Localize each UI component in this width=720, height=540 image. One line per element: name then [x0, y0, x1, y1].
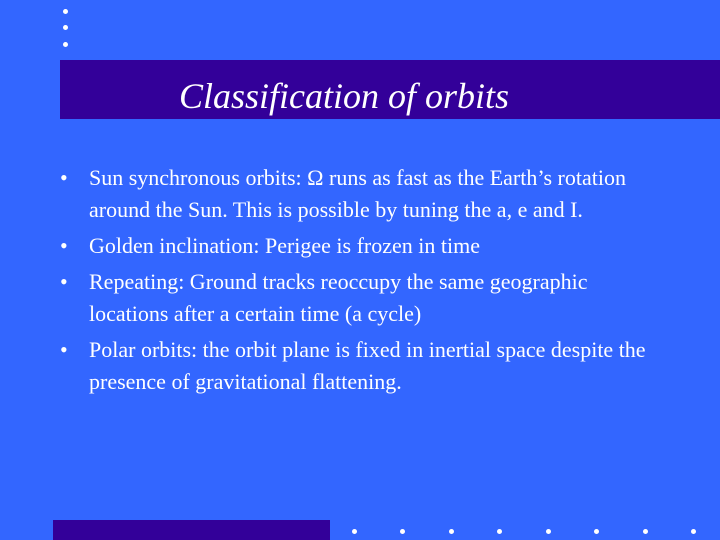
bullet-marker: • — [60, 337, 68, 362]
bottom-bar — [53, 520, 330, 540]
dot — [497, 529, 502, 534]
dot — [643, 529, 648, 534]
dot — [63, 42, 68, 47]
bullet-item — [60, 266, 650, 330]
slide-title: Classification of orbits — [179, 76, 510, 116]
bullet-marker: • — [60, 269, 68, 294]
decorative-dots-vertical — [63, 9, 69, 51]
dot — [691, 529, 696, 534]
bullet-item — [60, 162, 650, 226]
dot — [594, 529, 599, 534]
dot — [546, 529, 551, 534]
bullet-marker: • — [60, 165, 68, 190]
dot — [63, 9, 68, 14]
bullet-text: Polar orbits: the orbit plane is fixed in inertial space despite the presence of gravitational flattening. — [89, 337, 646, 394]
dot — [449, 529, 454, 534]
dot — [63, 25, 68, 30]
bullet-list — [60, 162, 650, 402]
dot — [352, 529, 357, 534]
dot — [400, 529, 405, 534]
bullet-text: Repeating: Ground tracks reoccupy the same geographic locations after a certain time (a cycle) — [89, 269, 588, 326]
bullet-marker: • — [60, 233, 68, 258]
bullet-item — [60, 334, 650, 398]
bullet-text: Sun synchronous orbits: Ω runs as fast as the Earth’s rotation around the Sun. This is possible by tuning the a, e and I. — [89, 165, 626, 222]
bullet-item — [60, 230, 650, 262]
decorative-dots-horizontal — [352, 529, 712, 535]
bullet-text: Golden inclination: Perigee is frozen in time — [89, 233, 481, 258]
